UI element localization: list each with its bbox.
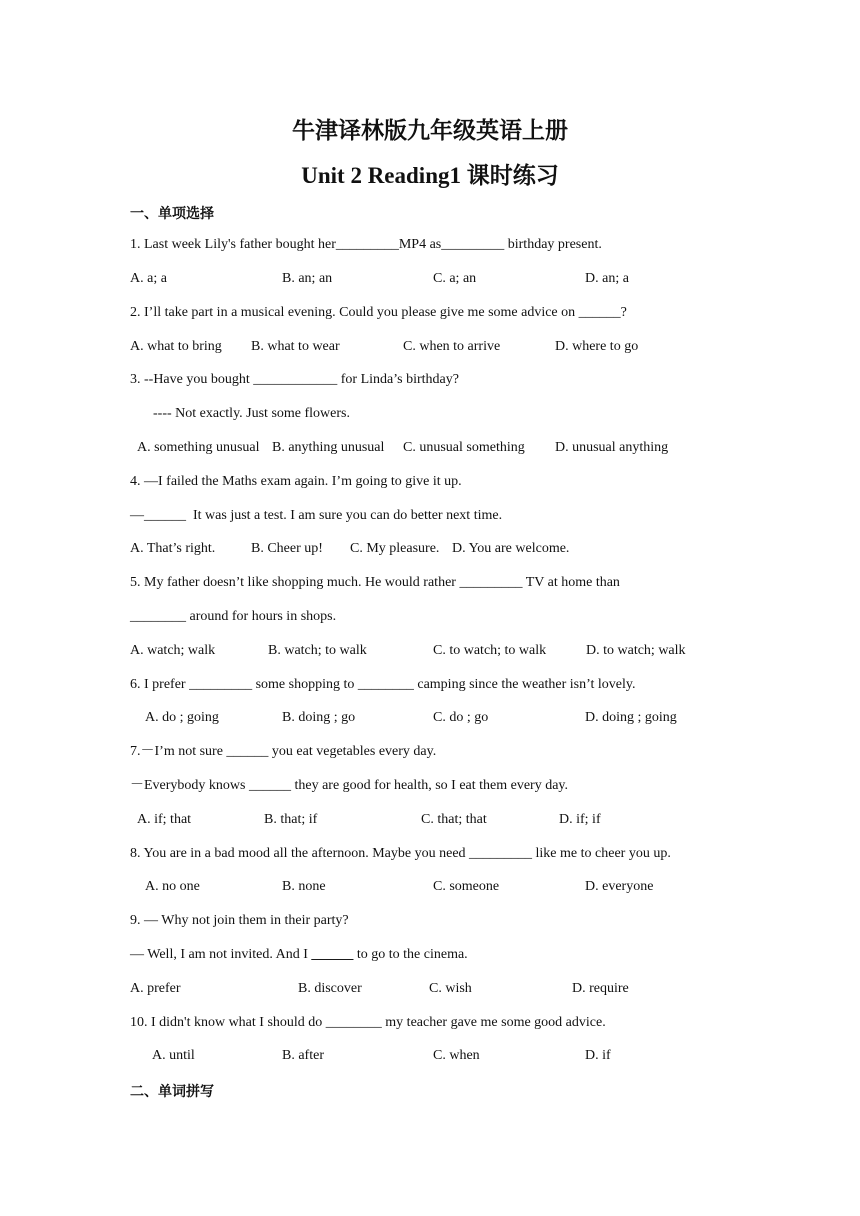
question-7-reply: －Everybody knows ______ they are good for health, so I eat them every day. (130, 778, 569, 793)
question-10-option-d: D. if (585, 1048, 611, 1063)
question-6-option-c: C. do ; go (433, 710, 489, 725)
question-9-stem: 9. — Why not join them in their party? (130, 913, 349, 928)
question-10-option-c: C. when (433, 1048, 480, 1063)
question-8-stem: 8. You are in a bad mood all the afternoon. Maybe you need _________ like me to cheer you up. (130, 846, 671, 861)
question-4-stem: 4. —I failed the Maths exam again. I’m going to give it up. (130, 474, 462, 489)
question-4-option-c: C. My pleasure. (350, 541, 440, 556)
question-9-answer-blank: ______ (311, 947, 354, 962)
section-heading-spelling: 二、单词拼写 (130, 1085, 214, 1100)
question-5-stem-continued: ________ around for hours in shops. (130, 609, 337, 624)
question-6-stem: 6. I prefer _________ some shopping to ________ camping since the weather isn’t lovely. (130, 677, 636, 692)
question-9-option-c: C. wish (429, 981, 472, 996)
question-3-option-b: B. anything unusual (272, 440, 385, 455)
question-7-option-b: B. that; if (264, 812, 318, 827)
question-2-option-d: D. where to go (555, 339, 639, 354)
question-9-option-b: B. discover (298, 981, 362, 996)
question-4-option-a: A. That’s right. (130, 541, 216, 556)
question-5-option-d: D. to watch; walk (586, 643, 686, 658)
question-9-option-d: D. require (572, 981, 629, 996)
question-7-option-d: D. if; if (559, 812, 601, 827)
question-2-option-b: B. what to wear (251, 339, 340, 354)
question-3-reply: ---- Not exactly. Just some flowers. (153, 406, 350, 421)
question-5-option-b: B. watch; to walk (268, 643, 367, 658)
question-8-option-a: A. no one (145, 879, 200, 894)
section-heading-multiple-choice: 一、单项选择 (130, 207, 214, 222)
question-1-option-c: C. a; an (433, 271, 477, 286)
question-6-option-d: D. doing ; going (585, 710, 677, 725)
question-1-option-b: B. an; an (282, 271, 333, 286)
question-3-option-a: A. something unusual (137, 440, 260, 455)
question-7-option-c: C. that; that (421, 812, 487, 827)
question-9-reply-start: — Well, I am not invited. And I (130, 947, 312, 962)
question-6-option-a: A. do ; going (145, 710, 219, 725)
question-3-stem: 3. --Have you bought ____________ for Linda’s birthday? (130, 372, 459, 387)
question-8-option-b: B. none (282, 879, 326, 894)
question-5-option-c: C. to watch; to walk (433, 643, 547, 658)
question-8-option-c: C. someone (433, 879, 500, 894)
question-4-reply: —______ It was just a test. I am sure you can do better next time. (130, 508, 503, 523)
question-9-reply-end: to go to the cinema. (353, 947, 468, 962)
question-3-option-c: C. unusual something (403, 440, 525, 455)
question-10-option-b: B. after (282, 1048, 324, 1063)
question-1-stem: 1. Last week Lily's father bought her_________MP4 as_________ birthday present. (130, 237, 602, 252)
question-9-option-a: A. prefer (130, 981, 181, 996)
question-7-stem: 7.－I’m not sure ______ you eat vegetables every day. (130, 744, 437, 759)
question-9-reply (130, 946, 468, 964)
question-3-option-d: D. unusual anything (555, 440, 669, 455)
document-title: 牛津译林版九年级英语上册 (292, 118, 568, 143)
question-10-stem: 10. I didn't know what I should do ________ my teacher gave me some good advice. (130, 1015, 606, 1030)
question-6-option-b: B. doing ; go (282, 710, 356, 725)
question-7-option-a: A. if; that (137, 812, 192, 827)
question-8-option-d: D. everyone (585, 879, 654, 894)
question-1-option-d: D. an; a (585, 271, 629, 286)
question-5-stem: 5. My father doesn’t like shopping much. He would rather _________ TV at home than (130, 575, 620, 590)
question-2-option-a: A. what to bring (130, 339, 222, 354)
question-2-option-c: C. when to arrive (403, 339, 501, 354)
question-2-stem: 2. I’ll take part in a musical evening. Could you please give me some advice on ______? (130, 305, 627, 320)
question-4-option-d: D. You are welcome. (452, 541, 570, 556)
question-4-option-b: B. Cheer up! (251, 541, 323, 556)
question-10-option-a: A. until (152, 1048, 195, 1063)
question-5-option-a: A. watch; walk (130, 643, 216, 658)
document-subtitle: Unit 2 Reading1 课时练习 (301, 163, 559, 188)
question-1-option-a: A. a; a (130, 271, 167, 286)
